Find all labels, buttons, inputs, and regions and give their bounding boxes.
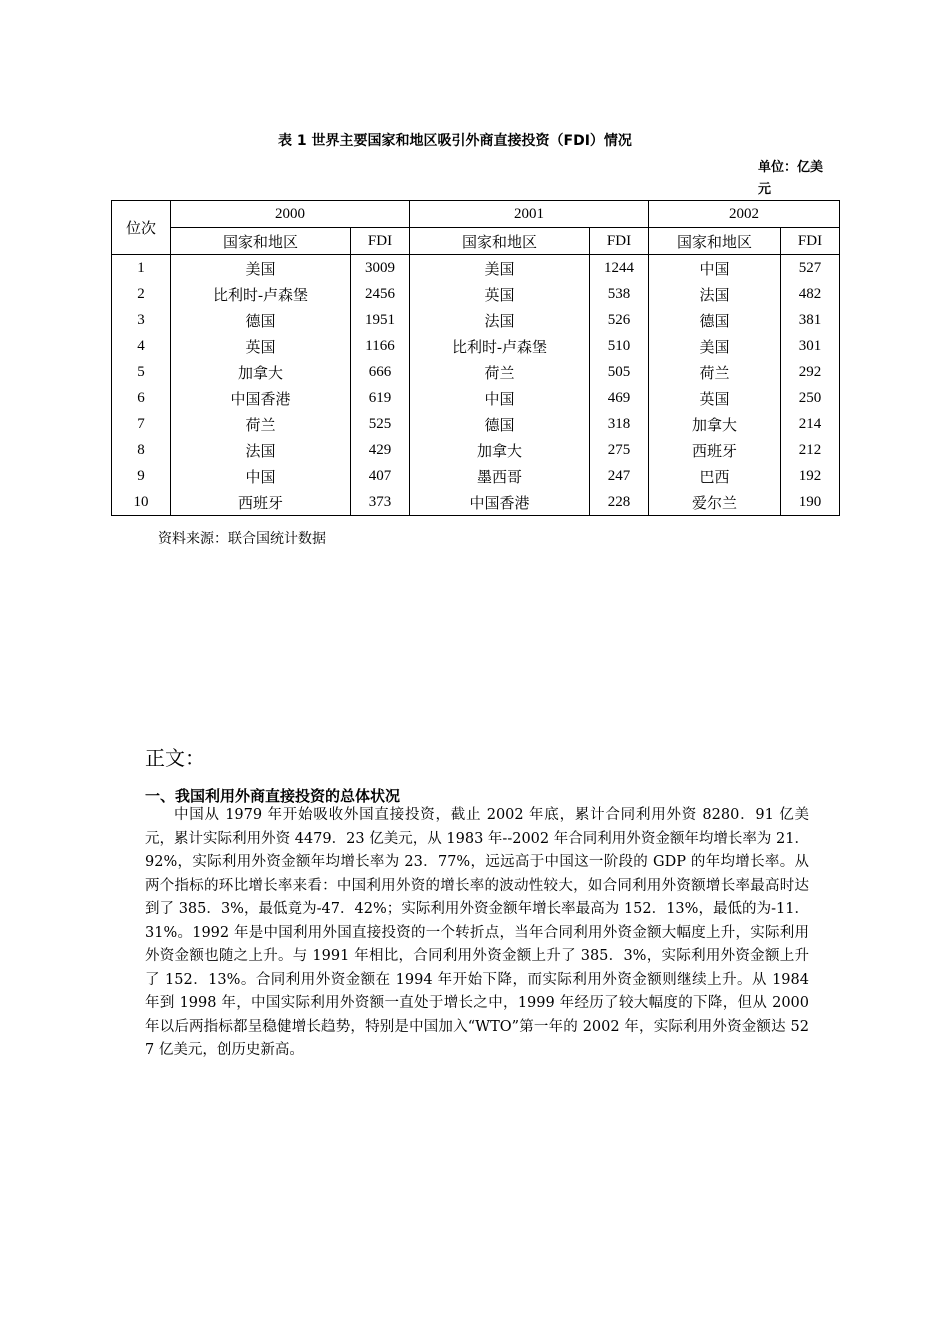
- country-header: 国家和地区: [410, 228, 590, 255]
- country-cell: 美国: [171, 255, 351, 282]
- country-cell: 德国: [649, 307, 781, 333]
- country-cell: 加拿大: [410, 437, 590, 463]
- country-cell: 法国: [410, 307, 590, 333]
- fdi-cell: 214: [781, 411, 840, 437]
- unit-label: 单位：亿美元: [758, 160, 824, 197]
- rank-cell: 8: [112, 437, 171, 463]
- country-cell: 荷兰: [171, 411, 351, 437]
- fdi-cell: 190: [781, 489, 840, 516]
- fdi-cell: 318: [590, 411, 649, 437]
- section-heading: 正文：: [145, 746, 205, 770]
- rank-header: 位次: [112, 201, 171, 255]
- country-cell: 法国: [649, 281, 781, 307]
- rank-cell: 6: [112, 385, 171, 411]
- country-cell: 加拿大: [649, 411, 781, 437]
- fdi-cell: 482: [781, 281, 840, 307]
- fdi-cell: 619: [351, 385, 410, 411]
- table-row: [112, 333, 840, 359]
- fdi-cell: 510: [590, 333, 649, 359]
- year-header-2002: 2002: [649, 201, 840, 228]
- rank-cell: 5: [112, 359, 171, 385]
- country-cell: 荷兰: [410, 359, 590, 385]
- rank-cell: 4: [112, 333, 171, 359]
- table-row: [112, 463, 840, 489]
- rank-cell: 10: [112, 489, 171, 516]
- fdi-cell: 250: [781, 385, 840, 411]
- rank-cell: 7: [112, 411, 171, 437]
- fdi-cell: 292: [781, 359, 840, 385]
- fdi-cell: 1951: [351, 307, 410, 333]
- country-cell: 德国: [410, 411, 590, 437]
- fdi-header: FDI: [781, 228, 840, 255]
- body-paragraph: 中国从 1979 年开始吸收外国直接投资，截止 2002 年底，累计合同利用外资 8280．91 亿美元，累计实际利用外资 4479．23 亿美元，从 1983 年--2002 年合同利用外资金额年均增长率为 21．92%，实际利用外资金额年均增长率为 23．77%，远远高于中国这一阶段的 GDP 的年均增长率。从两个指标的环比增长率来看：中国利用外资的增长率的波动性较大，如合同利用外资额增长率最高时达到了 385．3%，最低竟为-47．42%；实际利用外资金额年增长率最高为 152．13%，最低的为-11．31%。1992 年是中国利用外国直接投资的一个转折点，当年合同利用外资金额大幅度上升，实际利用外资金额也随之上升。与 1991 年相比，合同利用外资金额上升了 385．3%，实际利用外资金额上升了 152．13%。合同利用外资金额在 1994 年开始下降，而实际利用外资金额则继续上升。从 1984 年到 1998 年，中国实际利用外资额一直处于增长之中，1999 年经历了较大幅度的下降，但从 2000 年以后两指标都呈稳健增长趋势，特别是中国加入“WTO”第一年的 2002 年，实际利用外资金额达 527 亿美元，创历史新高。: [145, 807, 809, 1058]
- country-cell: 比利时-卢森堡: [171, 281, 351, 307]
- table-row: [112, 411, 840, 437]
- country-cell: 中国: [649, 255, 781, 282]
- country-cell: 英国: [171, 333, 351, 359]
- country-cell: 中国香港: [171, 385, 351, 411]
- fdi-cell: 228: [590, 489, 649, 516]
- country-cell: 西班牙: [649, 437, 781, 463]
- country-cell: 法国: [171, 437, 351, 463]
- table-row: [112, 281, 840, 307]
- country-cell: 荷兰: [649, 359, 781, 385]
- table-row: [112, 307, 840, 333]
- fdi-cell: 538: [590, 281, 649, 307]
- rank-cell: 1: [112, 255, 171, 282]
- rank-cell: 9: [112, 463, 171, 489]
- country-cell: 加拿大: [171, 359, 351, 385]
- fdi-cell: 469: [590, 385, 649, 411]
- country-cell: 美国: [649, 333, 781, 359]
- fdi-table: [111, 200, 840, 516]
- year-header-row: [112, 201, 840, 228]
- data-source-note: 资料来源：联合国统计数据: [158, 531, 326, 547]
- country-cell: 中国: [171, 463, 351, 489]
- country-cell: 墨西哥: [410, 463, 590, 489]
- fdi-cell: 3009: [351, 255, 410, 282]
- table-title: 表 1 世界主要国家和地区吸引外商直接投资（FDI）情况: [278, 133, 632, 149]
- table-row: [112, 359, 840, 385]
- fdi-header: FDI: [351, 228, 410, 255]
- fdi-cell: 275: [590, 437, 649, 463]
- table-row: [112, 489, 840, 516]
- table-row: [112, 437, 840, 463]
- fdi-cell: 373: [351, 489, 410, 516]
- fdi-cell: 1166: [351, 333, 410, 359]
- year-header-2000: 2000: [171, 201, 410, 228]
- country-cell: 中国香港: [410, 489, 590, 516]
- country-cell: 英国: [410, 281, 590, 307]
- fdi-cell: 2456: [351, 281, 410, 307]
- year-header-2001: 2001: [410, 201, 649, 228]
- fdi-cell: 212: [781, 437, 840, 463]
- country-cell: 中国: [410, 385, 590, 411]
- rank-cell: 3: [112, 307, 171, 333]
- table-row: [112, 255, 840, 282]
- country-cell: 比利时-卢森堡: [410, 333, 590, 359]
- country-header: 国家和地区: [649, 228, 781, 255]
- table-row: [112, 385, 840, 411]
- country-cell: 爱尔兰: [649, 489, 781, 516]
- fdi-cell: 1244: [590, 255, 649, 282]
- fdi-cell: 247: [590, 463, 649, 489]
- country-cell: 德国: [171, 307, 351, 333]
- rank-cell: 2: [112, 281, 171, 307]
- fdi-cell: 381: [781, 307, 840, 333]
- country-cell: 英国: [649, 385, 781, 411]
- country-cell: 巴西: [649, 463, 781, 489]
- country-cell: 美国: [410, 255, 590, 282]
- fdi-cell: 525: [351, 411, 410, 437]
- fdi-header: FDI: [590, 228, 649, 255]
- fdi-cell: 429: [351, 437, 410, 463]
- sub-heading: 一、我国利用外商直接投资的总体状况: [145, 787, 401, 805]
- fdi-cell: 301: [781, 333, 840, 359]
- fdi-cell: 526: [590, 307, 649, 333]
- fdi-cell: 666: [351, 359, 410, 385]
- fdi-cell: 505: [590, 359, 649, 385]
- column-header-row: [112, 228, 840, 255]
- country-cell: 西班牙: [171, 489, 351, 516]
- fdi-cell: 527: [781, 255, 840, 282]
- fdi-cell: 192: [781, 463, 840, 489]
- country-header: 国家和地区: [171, 228, 351, 255]
- fdi-cell: 407: [351, 463, 410, 489]
